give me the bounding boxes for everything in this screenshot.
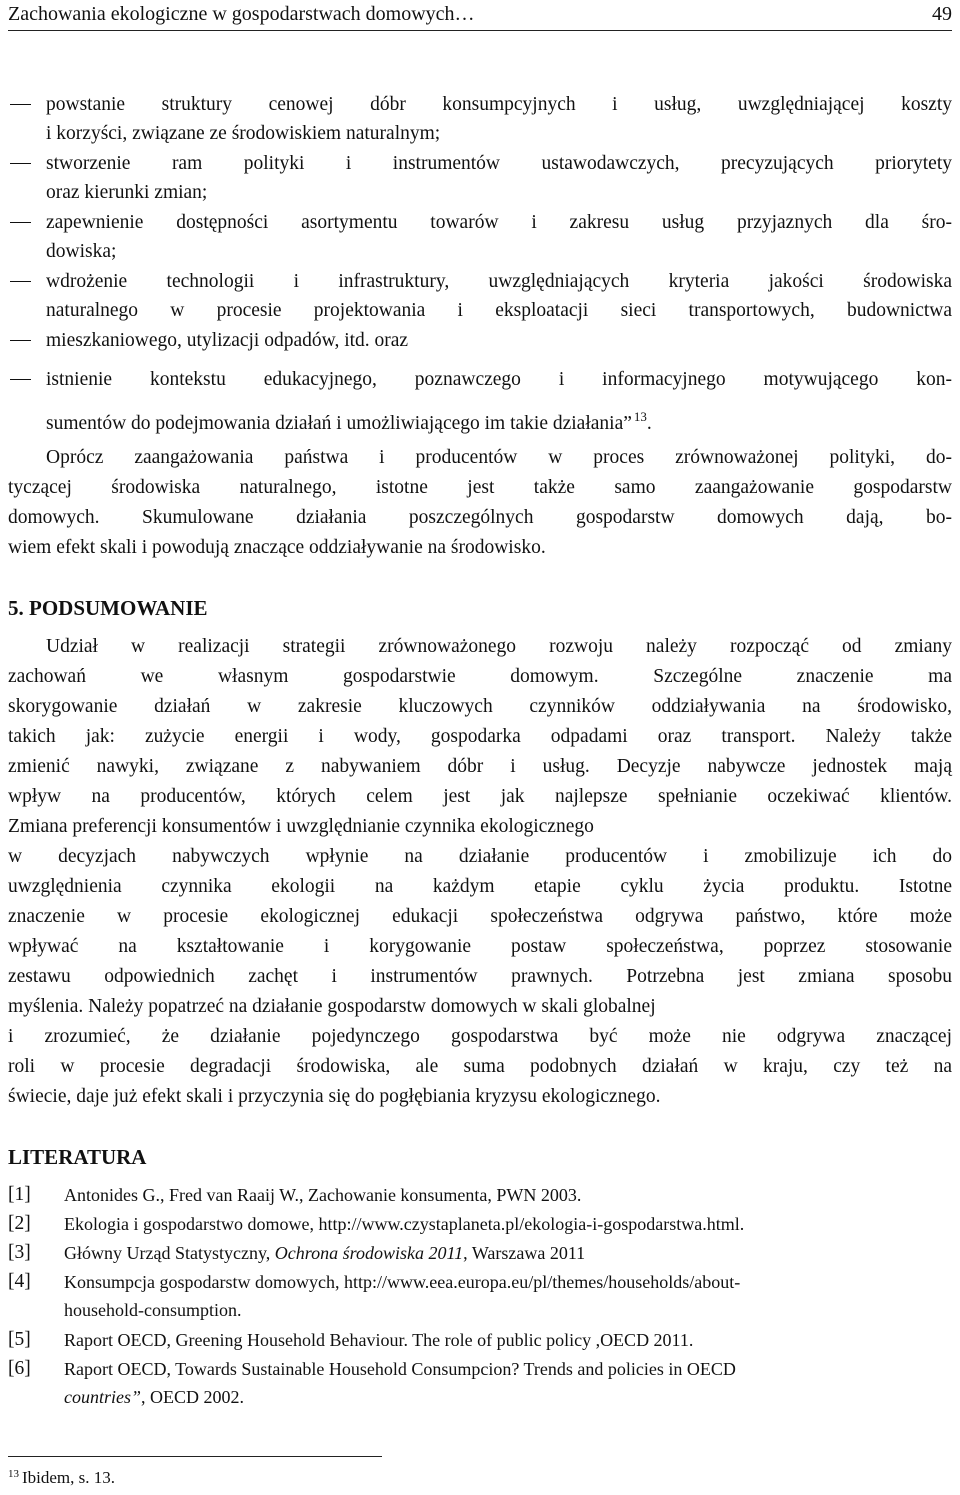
literature-heading: LITERATURA	[8, 1145, 147, 1169]
reference-text: Konsumpcja gospodarstw domowych, http://www.eea.europa.eu/pl/themes/households/about-	[64, 1272, 741, 1292]
bullet-5-text: sumentów do podejmowania działań i umożliwiającego im takie działania”	[46, 413, 632, 434]
footnote	[8, 1468, 115, 1488]
reference-imprint: , OECD 2002.	[141, 1387, 245, 1407]
para2-line: myślenia. Należy popatrzeć na działanie gospodarstw domowych w skali globalnej	[8, 996, 656, 1017]
bullet-5-line-1: istnienie kontekstu edukacyjnego, poznawczego i informacyjnego motywującego kon-	[46, 369, 952, 390]
bullet-4-line-2: naturalnego w procesie projektowania i eksploatacji sieci transportowych, budownictwa	[46, 300, 952, 321]
reference-number: [1]	[8, 1184, 31, 1205]
footnote-text: Ibidem, s. 13.	[22, 1468, 116, 1487]
dash-bullet-icon	[10, 379, 31, 380]
para2-line: zmienić nawyki, związane z nabywaniem dóbr i usług. Decyzje nabywcze jednostek mają	[8, 756, 952, 777]
bullet-1-line-1: powstanie struktury cenowej dóbr konsumpcyjnych i usług, uwzględniającej koszty	[46, 94, 952, 115]
reference-title: countries”	[64, 1387, 142, 1407]
para1-line-2: tyczącej środowiska naturalnego, istotne jest także samo zaangażowanie gospodarstw	[8, 477, 952, 498]
reference-number: [6]	[8, 1358, 31, 1379]
reference-text: Ekologia i gospodarstwo domowe, http://www.czystaplaneta.pl/ekologia-i-gospodarstwa.html.	[64, 1214, 745, 1234]
para2-line: Zmiana preferencji konsumentów i uwzględnianie czynnika ekologicznego	[8, 816, 594, 837]
bullet-4-line-3: mieszkaniowego, utylizacji odpadów, itd. oraz	[46, 330, 409, 351]
para2-line: wpływać na kształtowanie i korygowanie postaw społeczeństwa, poprzez stosowanie	[8, 936, 952, 957]
para2-line: skorygowanie działań w zakresie kluczowych czynników oddziaływania na środowisko,	[8, 696, 952, 717]
bullet-3-line-1: zapewnienie dostępności asortymentu towarów i zakresu usług przyjaznych dla śro-	[46, 212, 952, 233]
reference-text: Raport OECD, Greening Household Behaviour. The role of public policy ,OECD 2011.	[64, 1330, 694, 1350]
dash-bullet-icon	[10, 340, 31, 341]
dash-bullet-icon	[10, 281, 31, 282]
page-number: 49	[932, 3, 952, 25]
footnote-separator	[8, 1456, 382, 1457]
bullet-2-line-2: oraz kierunki zmian;	[46, 182, 208, 203]
para2-line: roli w procesie degradacji środowiska, ale suma podobnych działań w kraju, czy też na	[8, 1056, 952, 1077]
para1-line-3: domowych. Skumulowane działania poszczególnych gospodarstw domowych dają, bo-	[8, 507, 952, 528]
reference-text-cont: household-consumption.	[64, 1300, 242, 1320]
section-heading: 5. PODSUMOWANIE	[8, 596, 208, 620]
running-header	[8, 0, 952, 31]
reference-text	[64, 1240, 585, 1266]
reference-number: [4]	[8, 1271, 31, 1292]
header-title: Zachowania ekologiczne w gospodarstwach domowych…	[8, 3, 475, 25]
reference-number: [2]	[8, 1213, 31, 1234]
para2-line: Udział w realizacji strategii zrównoważonego rozwoju należy rozpocząć od zmiany	[46, 636, 952, 657]
para2-line: znaczenie w procesie ekologicznej edukacji społeczeństwa odgrywa państwo, które może	[8, 906, 952, 927]
para2-line: wpływ na producentów, których celem jest jak najlepsze spełnianie oczekiwać klientów.	[8, 786, 952, 807]
para2-line: takich jak: zużycie energii i wody, gospodarka odpadami oraz transport. Należy także	[8, 726, 952, 747]
para2-line: świecie, daje już efekt skali i przyczynia się do pogłębiania kryzysu ekologicznego.	[8, 1086, 661, 1107]
para2-line: zestawu odpowiednich zachęt i instrumentów prawnych. Potrzebna jest zmiana sposobu	[8, 966, 952, 987]
dash-bullet-icon	[10, 104, 31, 105]
reference-imprint: , Warszawa 2011	[463, 1243, 586, 1263]
footnote-ref: 13	[633, 409, 647, 424]
reference-author: Główny Urząd Statystyczny,	[64, 1243, 275, 1263]
para1-line-1: Oprócz zaangażowania państwa i producentów w proces zrównoważonej polityki, do-	[46, 447, 952, 468]
reference-text: Antonides G., Fred van Raaij W., Zachowanie konsumenta, PWN 2003.	[64, 1185, 582, 1205]
footnote-number: 13	[8, 1468, 19, 1480]
para2-line: i zrozumieć, że działanie pojedynczego gospodarstwa być może nie odgrywa znaczącej	[8, 1026, 952, 1047]
bullet-5-line-2	[46, 404, 652, 437]
para2-line: w decyzjach nabywczych wpłynie na działanie producentów i zmobilizuje ich do	[8, 846, 952, 867]
bullet-3-line-2: dowiska;	[46, 241, 117, 262]
reference-title: Ochrona środowiska 2011	[274, 1243, 464, 1263]
reference-text-cont	[64, 1384, 244, 1410]
bullet-2-line-1: stworzenie ram polityki i instrumentów ustawodawczych, precyzujących priorytety	[46, 153, 952, 174]
reference-text: Raport OECD, Towards Sustainable Household Consumpcion? Trends and policies in OECD	[64, 1359, 736, 1379]
bullet-4-line-1: wdrożenie technologii i infrastruktury, uwzględniających kryteria jakości środowiska	[46, 271, 952, 292]
para1-line-4: wiem efekt skali i powodują znaczące oddziaływanie na środowisko.	[8, 537, 546, 558]
bullet-1-line-2: i korzyści, związane ze środowiskiem naturalnym;	[46, 123, 441, 144]
para2-line: uwzględnienia czynnika ekologii na każdym etapie cyklu życia produktu. Istotne	[8, 876, 952, 897]
bullet-5-tail: .	[646, 413, 652, 434]
reference-number: [3]	[8, 1242, 31, 1263]
dash-bullet-icon	[10, 163, 31, 164]
para2-line: zachowań we własnym gospodarstwie domowym. Szczególne znaczenie ma	[8, 666, 952, 687]
dash-bullet-icon	[10, 222, 31, 223]
reference-number: [5]	[8, 1329, 31, 1350]
